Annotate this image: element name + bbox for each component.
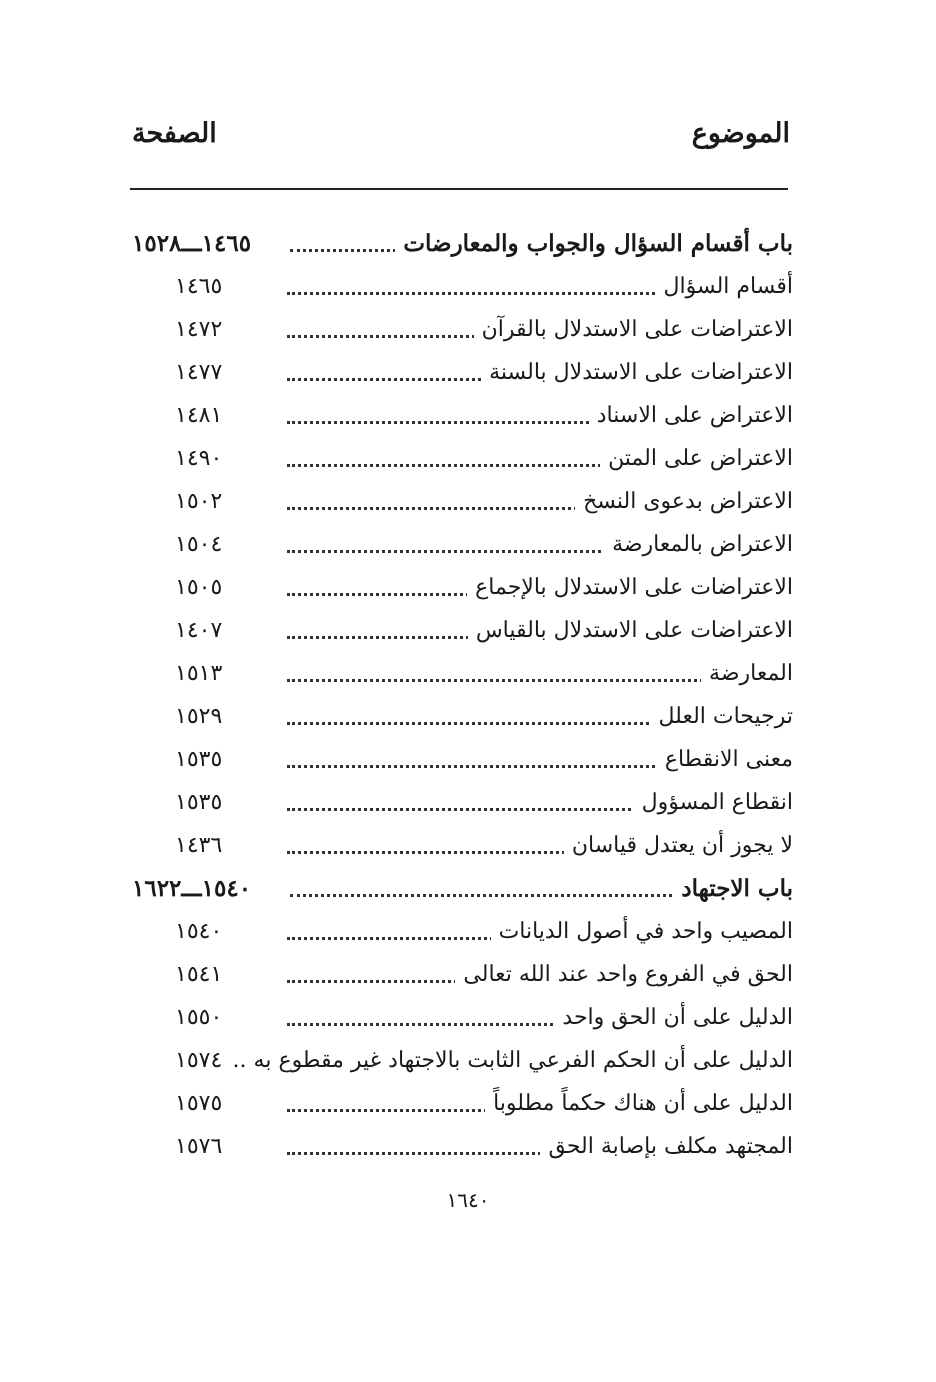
topic-column-heading: الموضوع [691,118,790,149]
entry-page-number: ١٥٧٥ [175,1091,223,1116]
entry-page-number: ١٤٠٧ [175,618,223,643]
toc-entry [0,611,936,651]
entry-page-number: ١٤٩٠ [175,446,223,471]
toc-entry [0,955,936,995]
toc-entry [0,353,936,393]
toc-entry [0,568,936,608]
entry-title: الاعتراض بالمعارضة [604,525,793,565]
toc-section-heading [0,869,936,909]
entry-page-number: ١٥٠٢ [175,489,223,514]
page-number: ١٦٤٠ [446,1188,490,1212]
entry-title: المصيب واحد في أصول الديانات [491,912,793,952]
toc-entry [0,912,936,952]
toc-entry [0,310,936,350]
entry-title: المجتهد مكلف بإصابة الحق [540,1127,793,1167]
entry-page-number: ١٥٧٦ [175,1134,223,1159]
entry-title: باب الاجتهاد [673,869,793,909]
entry-page-number: ١٤٧٢ [175,317,223,342]
entry-page-number: ١٥١٣ [175,661,223,686]
toc-entry [0,396,936,436]
entry-title: ترجيحات العلل [651,697,793,737]
entry-title: المعارضة [701,654,793,694]
entry-title: لا يجوز أن يعتدل قياسان [564,826,793,866]
entry-title: الحق في الفروع واحد عند الله تعالى [455,955,793,995]
toc-entry [0,998,936,1038]
entry-page-number: ١٥٤٠ـــ١٦٢٢ [132,875,252,902]
entry-page-number: ١٥٣٥ [175,747,223,772]
entry-title: الاعتراض على الاسناد [589,396,793,436]
entry-page-number: ١٤٧٧ [175,360,223,385]
page-column-heading: الصفحة [132,118,217,149]
entry-page-number: ١٥٥٠ [175,1005,223,1030]
toc-entry [0,740,936,780]
entry-title: الاعتراضات على الاستدلال بالسنة [481,353,793,393]
entry-title: الاعتراض على المتن [600,439,793,479]
toc-entry [0,697,936,737]
entry-page-number: ١٤٨١ [175,403,223,428]
entry-title: الاعتراضات على الاستدلال بالإجماع [467,568,793,608]
toc-entry [0,482,936,522]
entry-page-number: ١٤٣٦ [175,833,223,858]
toc-entry [0,654,936,694]
toc-section-heading [0,224,936,264]
entry-page-number: ١٥٠٤ [175,532,223,557]
entry-title: أقسام السؤال [656,267,793,307]
toc-entry [0,1041,936,1081]
entry-title: باب أقسام السؤال والجواب والمعارضات [395,224,793,264]
entry-title: الدليل على أن هناك حكماً مطلوباً [485,1084,793,1124]
entry-page-number: ١٥٧٤ [175,1048,223,1073]
toc-entry [0,525,936,565]
entry-page-number: ١٥٤١ [175,962,223,987]
toc-entry [0,267,936,307]
page-header [130,118,790,168]
entry-title: انقطاع المسؤول [634,783,793,823]
toc-entry [0,826,936,866]
entry-page-number: ١٥٣٥ [175,790,223,815]
entry-title: الاعتراضات على الاستدلال بالقياس [468,611,793,651]
entry-title: الدليل على أن الحق واحد [554,998,793,1038]
entry-page-number: ١٤٦٥ [175,274,223,299]
toc-entry [0,439,936,479]
entry-page-number: ١٥٢٩ [175,704,223,729]
toc-entry [0,1084,936,1124]
entry-title: الاعتراض بدعوى النسخ [575,482,793,522]
entry-page-number: ١٥٠٥ [175,575,223,600]
entry-page-number: ١٤٦٥ـــ١٥٢٨ [132,230,252,257]
entry-title: معنى الانقطاع [657,740,793,780]
entry-title: الاعتراضات على الاستدلال بالقرآن [474,310,793,350]
toc-entry [0,1127,936,1167]
entry-title: الدليل على أن الحكم الفرعي الثابت بالاجتهاد غير مقطوع به .. [225,1041,793,1081]
header-rule [130,188,788,190]
toc-entry [0,783,936,823]
entry-page-number: ١٥٤٠ [175,919,223,944]
